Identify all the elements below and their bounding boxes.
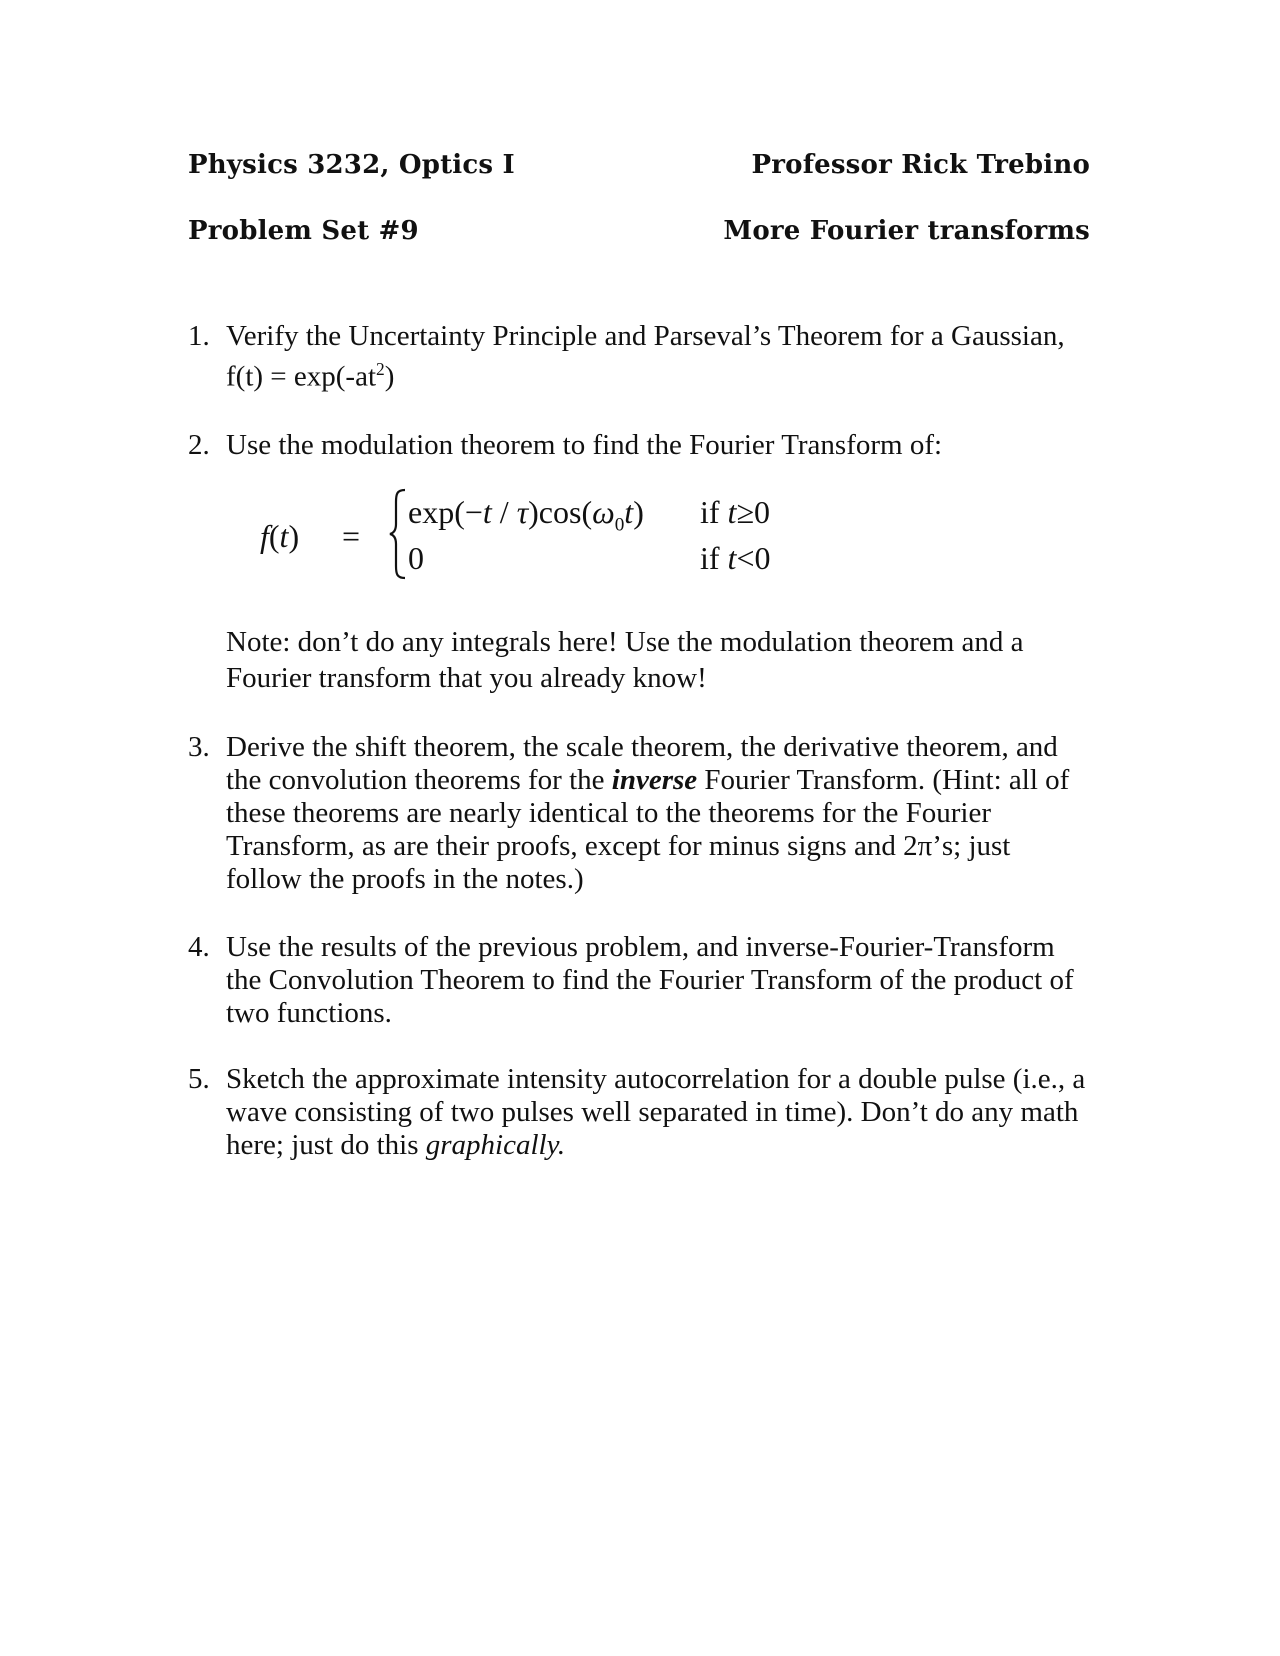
emphasized-word: inverse bbox=[611, 764, 698, 796]
case-two-condition: if t<0 bbox=[700, 540, 771, 576]
problem-2 bbox=[188, 429, 1088, 462]
problem-text: Verify the Uncertainty Principle and Parseval’s Theorem for a Gaussian, $f(t) = \exp(-at^2)$ bbox=[226, 320, 1065, 393]
course-title: Physics 3232, Optics I bbox=[188, 150, 515, 180]
problem-2-note: Note: don’t do any integrals here! Use the modulation theorem and a Fourier transform that you already know! bbox=[226, 626, 1024, 694]
problem-1 bbox=[188, 320, 1088, 394]
problem-3 bbox=[188, 731, 1088, 896]
problem-number: 3. bbox=[188, 731, 210, 763]
equals-sign: = bbox=[342, 518, 361, 554]
problem-text: Derive the shift theorem, the scale theorem, the derivative theorem, and the convolution theorems for the inverse Fourier Transform. (Hint: all of these theorems are nearly identical to the theorems for the Fourier Transform, as are their proofs, except for minus signs and 2π’s; just follow the proofs in the notes.) bbox=[226, 731, 1070, 895]
topic-title: More Fourier transforms bbox=[723, 216, 1090, 246]
curly-brace bbox=[388, 488, 408, 588]
piecewise-equation bbox=[260, 494, 820, 584]
problem-5 bbox=[188, 1063, 1088, 1162]
problem-number: 5. bbox=[188, 1063, 210, 1095]
problem-text: Use the modulation theorem to find the Fourier Transform of: bbox=[226, 429, 943, 461]
emphasized-word: graphically. bbox=[425, 1129, 566, 1161]
problem-text: Sketch the approximate intensity autocorrelation for a double pulse (i.e., a wave consisting of two pulses well separated in time). Don’t do any math here; just do this graphically. bbox=[226, 1063, 1086, 1161]
professor-name: Professor Rick Trebino bbox=[751, 150, 1090, 180]
case-one-expression: $\exp(-t / \tau)\cos(\omega_0t)$ bbox=[408, 494, 644, 536]
problem-text: Use the results of the previous problem, and inverse-Fourier-Transform the Convolution Theorem to find the Fourier Transform of the product of two functions. bbox=[226, 931, 1074, 1029]
problem-4 bbox=[188, 931, 1088, 1030]
case-two-expression: 0 bbox=[408, 540, 424, 576]
case-one-condition: if t≥0 bbox=[700, 494, 770, 530]
equation-lhs: f(t) bbox=[260, 518, 300, 554]
problem-number: 1. bbox=[188, 320, 210, 352]
problem-set-title: Problem Set #9 bbox=[188, 216, 419, 246]
problem-number: 4. bbox=[188, 931, 210, 963]
problem-number: 2. bbox=[188, 429, 210, 461]
